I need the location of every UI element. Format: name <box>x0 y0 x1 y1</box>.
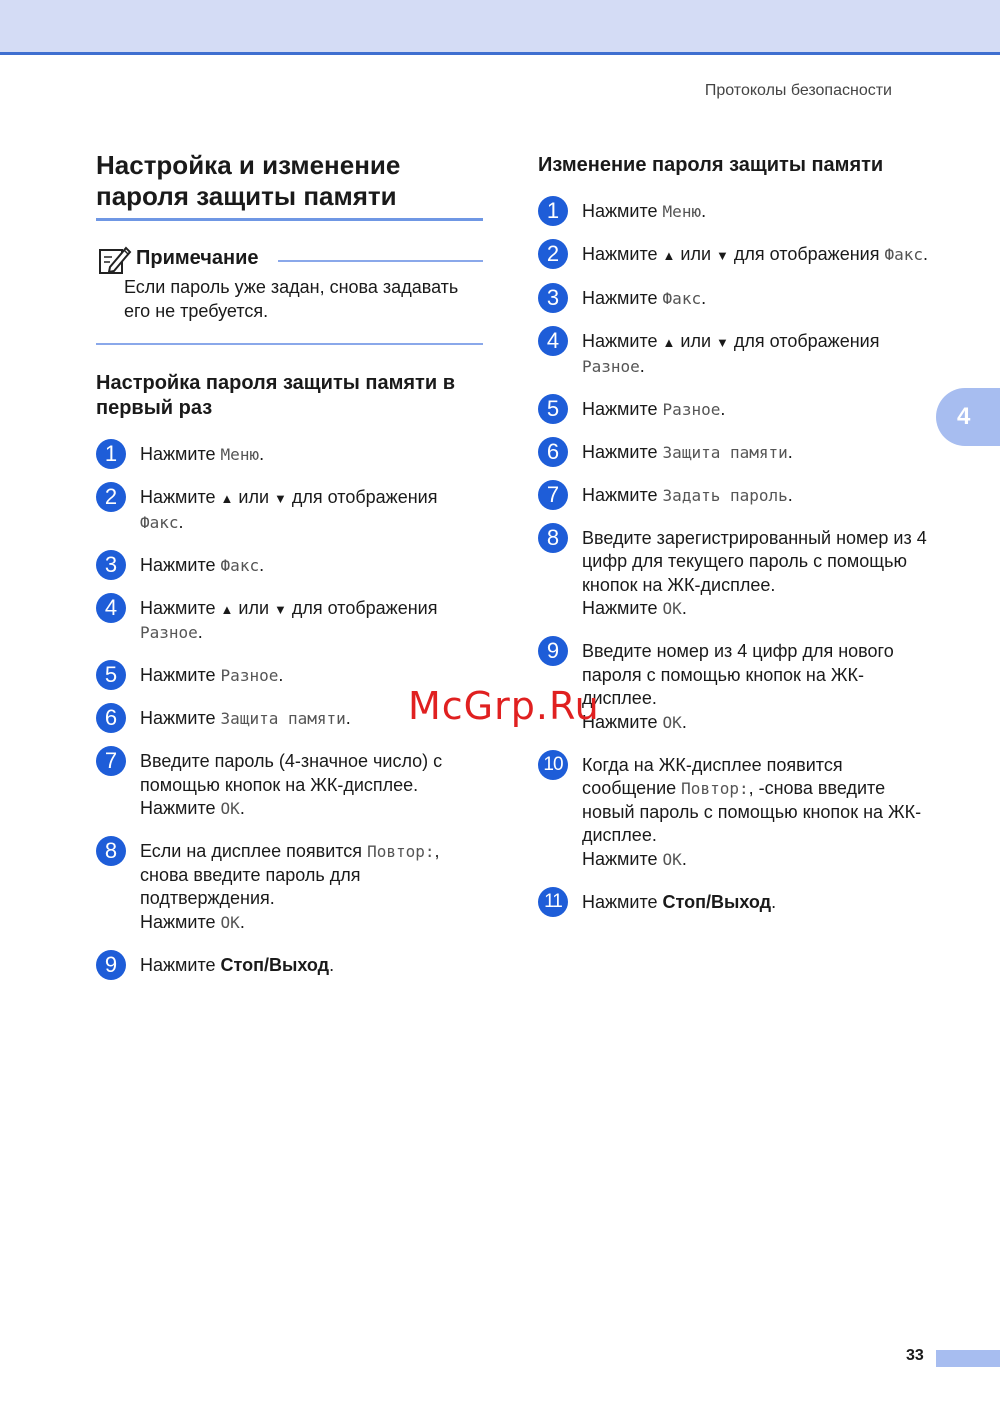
menu-term: Защита памяти <box>220 709 346 728</box>
subsection-title-first-time: Настройка пароля защиты памяти в первый раз <box>96 372 455 419</box>
menu-term: Защита памяти <box>662 442 788 462</box>
step-text: Нажмите <box>140 554 221 575</box>
note-text: Если пароль уже задан, снова задавать его не требуется. <box>124 277 459 321</box>
down-arrow-icon: ▼ <box>274 601 287 617</box>
button-term: Стоп/Выход <box>662 891 772 912</box>
step-number: 9 <box>538 636 568 666</box>
step-number: 3 <box>538 283 568 313</box>
menu-term: Меню <box>220 445 260 464</box>
menu-term: OK <box>220 912 240 932</box>
step-number: 5 <box>538 394 568 424</box>
step-text: Нажмите <box>582 331 663 351</box>
step: 3 Нажмите Факс. <box>96 554 486 578</box>
menu-term: Разное <box>140 623 198 642</box>
step: 2 Нажмите ▲ или ▼ для отображения Факс. <box>96 486 486 534</box>
step-number: 2 <box>538 239 568 269</box>
step: 2 Нажмите ▲ или ▼ для отображения Факс. <box>538 243 938 268</box>
chapter-tab: 4 <box>936 388 1000 446</box>
step: 6 Нажмите Защита памяти. <box>538 441 938 465</box>
menu-term: OK <box>220 799 240 818</box>
step: 5 Нажмите Разное. <box>96 664 486 688</box>
menu-term: OK <box>662 849 682 869</box>
step-number: 7 <box>538 480 568 510</box>
step: 3 Нажмите Факс. <box>538 287 938 311</box>
watermark: McGrp.Ru <box>408 684 600 728</box>
step-number: 11 <box>538 887 568 917</box>
running-header: Протоколы безопасности <box>704 82 892 99</box>
down-arrow-icon: ▼ <box>716 248 729 263</box>
step: 11 Нажмите Стоп/Выход. <box>538 891 938 915</box>
menu-term: Разное <box>582 356 640 376</box>
top-banner <box>0 0 1000 55</box>
step: 7 Нажмите Задать пароль. <box>538 484 938 508</box>
up-arrow-icon: ▲ <box>220 491 234 506</box>
menu-term: Факс <box>884 245 924 264</box>
step-text: Нажмите <box>582 244 663 264</box>
step-number: 7 <box>96 746 126 776</box>
note-box <box>96 247 483 345</box>
step-number: 6 <box>96 703 126 733</box>
step-text: Нажмите <box>140 665 221 685</box>
up-arrow-icon: ▲ <box>662 248 676 263</box>
step-text: Нажмите <box>140 597 221 618</box>
step-number: 9 <box>96 950 126 980</box>
step-number: 5 <box>96 660 126 690</box>
step: 5 Нажмите Разное. <box>538 398 938 422</box>
step-number: 1 <box>96 439 126 469</box>
menu-term: Задать пароль <box>662 485 788 505</box>
down-arrow-icon: ▼ <box>274 491 287 506</box>
subsection-title-change: Изменение пароля защиты памяти <box>538 154 884 176</box>
step: 4 Нажмите ▲ или ▼ для отображения Разное. <box>96 597 486 645</box>
menu-term: Разное <box>662 399 721 419</box>
menu-term: Факс <box>662 289 702 308</box>
step-text: Нажмите <box>140 444 221 464</box>
step: 8 Введите зарегистрированный номер из 4 цифр для текущего пароль с помощью кнопок на ЖК-дисплее. Нажмите OK. <box>538 527 938 621</box>
step-number: 1 <box>538 196 568 226</box>
step-text: Введите номер из 4 цифр для нового пароля с помощью кнопок на ЖК-дисплее. <box>582 641 894 708</box>
step-text: Нажмите <box>582 288 663 308</box>
up-arrow-icon: ▲ <box>220 601 234 617</box>
step-number: 10 <box>538 750 568 780</box>
step-text: Введите зарегистрированный номер из 4 цифр для текущего пароль с помощью кнопок на ЖК-дисплее. <box>582 527 927 595</box>
left-column <box>96 150 486 997</box>
note-divider <box>278 260 483 262</box>
step: 8 Если на дисплее появится Повтор:, снова введите пароль для подтверждения. Нажмите OK. <box>96 840 486 934</box>
section-title: Настройка и изменение пароля защиты памяти <box>96 150 483 221</box>
step-text: Когда на ЖК-дисплее появится сообщение <box>582 754 843 798</box>
step: 7 Введите пароль (4-значное число) с помощью кнопок на ЖК-дисплее. Нажмите OK. <box>96 750 486 821</box>
step-text: Нажмите <box>582 201 663 221</box>
step-number: 8 <box>96 836 126 866</box>
menu-term: Факс <box>220 555 260 575</box>
step-number: 4 <box>96 593 126 623</box>
step: 9 Нажмите Стоп/Выход. <box>96 954 486 978</box>
step-number: 2 <box>96 482 126 512</box>
button-term: Стоп/Выход <box>220 954 330 975</box>
step-number: 4 <box>538 326 568 356</box>
steps-list-change <box>538 200 938 914</box>
menu-term: OK <box>662 599 682 618</box>
step-text: Введите пароль (4-значное число) с помощью кнопок на ЖК-дисплее. <box>140 751 443 795</box>
step-text: Нажмите <box>140 708 221 728</box>
step: 1 Нажмите Меню. <box>538 200 938 224</box>
menu-term: OK <box>662 712 682 732</box>
menu-term: Меню <box>662 202 702 221</box>
page-number-bar <box>936 1350 1000 1367</box>
step-text: Если на дисплее появится <box>140 841 368 861</box>
up-arrow-icon: ▲ <box>662 335 676 350</box>
right-column <box>538 150 938 934</box>
step-text: Нажмите <box>140 487 221 507</box>
step-number: 6 <box>538 437 568 467</box>
step-text: Нажмите <box>582 398 663 419</box>
menu-term: Повтор: <box>367 842 435 861</box>
menu-term: Факс <box>140 512 179 532</box>
note-title: Примечание <box>136 247 259 269</box>
step: 6 Нажмите Защита памяти. <box>96 707 486 731</box>
step-number: 3 <box>96 550 126 580</box>
step: 10 Когда на ЖК-дисплее появится сообщение Повтор:, -снова введите новый пароль с помощью кнопок на ЖК-дисплее. Нажмите OK. <box>538 754 938 872</box>
menu-term: Разное <box>220 666 279 685</box>
step-text: Нажмите <box>582 891 663 912</box>
step-text: Нажмите <box>582 484 663 505</box>
page-number: 33 <box>906 1347 924 1364</box>
menu-term: Повтор: <box>681 779 749 798</box>
step-text: Нажмите <box>140 954 221 975</box>
step: 4 Нажмите ▲ или ▼ для отображения Разное. <box>538 330 938 378</box>
step-text: Нажмите <box>582 441 663 462</box>
down-arrow-icon: ▼ <box>716 335 729 350</box>
step: 9 Введите номер из 4 цифр для нового пароля с помощью кнопок на ЖК-дисплее. Нажмите OK. <box>538 640 938 734</box>
step-number: 8 <box>538 523 568 553</box>
step: 1 Нажмите Меню. <box>96 443 486 467</box>
